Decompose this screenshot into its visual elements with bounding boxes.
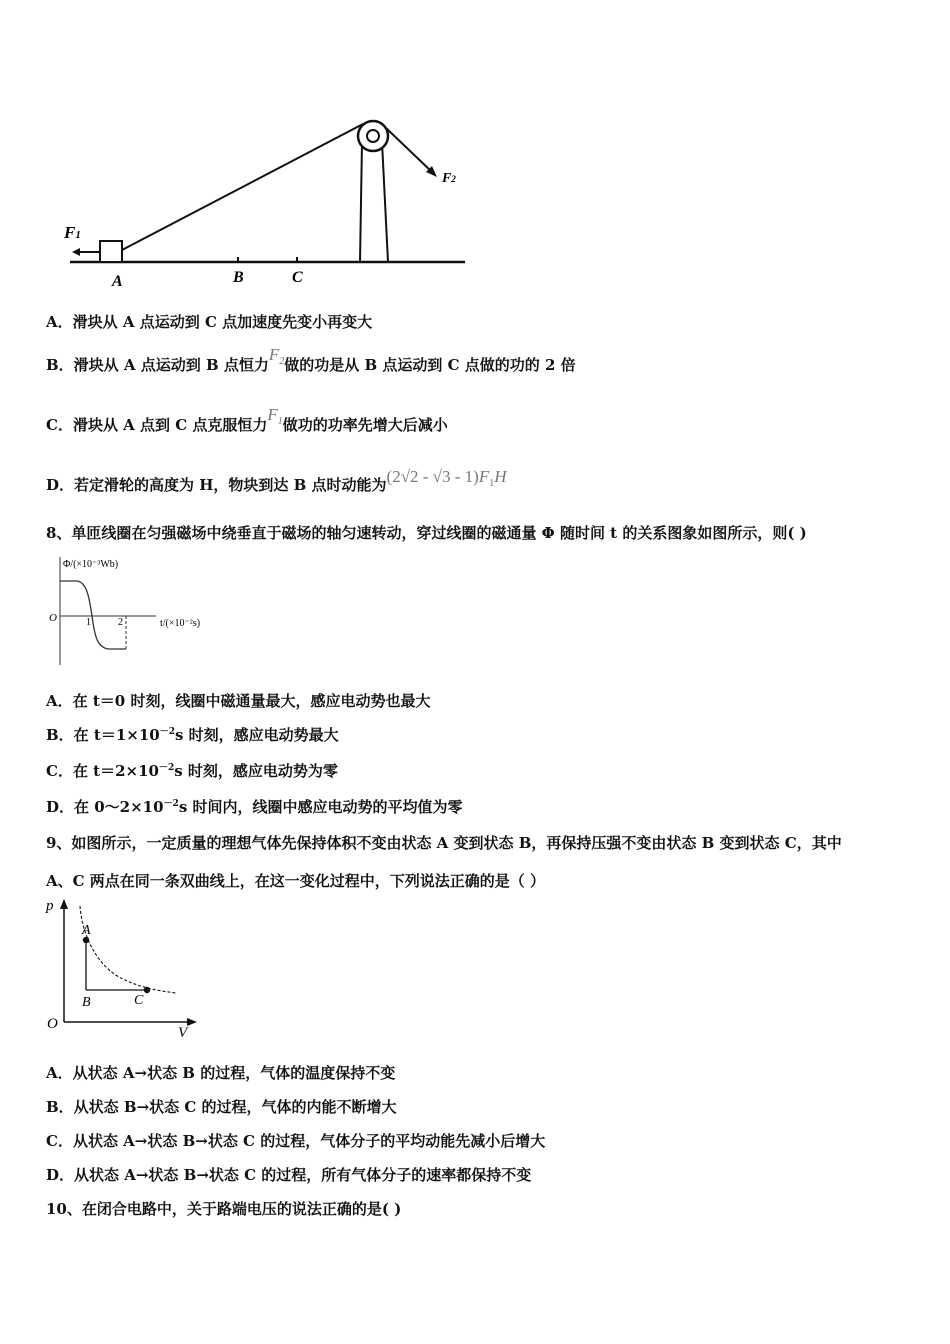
pv-b-label: B xyxy=(82,995,91,1010)
flux-x-label: t/(×10⁻²s) xyxy=(160,618,201,629)
pv-origin-label: O xyxy=(47,1016,58,1032)
f2-label: F xyxy=(442,171,452,186)
f1-label: F xyxy=(64,223,76,242)
f1-sub: 1 xyxy=(75,229,81,241)
pv-v-label: V xyxy=(178,1025,188,1039)
f2-rope xyxy=(386,128,432,172)
flux-y-label: Φ/(×10⁻³Wb) xyxy=(63,559,119,570)
pulley-axle xyxy=(367,130,379,142)
q9-stem-line-1: 9、如图所示，一定质量的理想气体先保持体积不变由状态 A 变到状态 B，再保持压强不变由状态 B 变到状态 C，其中 xyxy=(46,834,842,852)
pv-graph xyxy=(44,894,204,1039)
q7-c-force: $F_1$ xyxy=(267,405,283,427)
point-c-label: C xyxy=(292,269,303,286)
pv-v-arrow xyxy=(187,1018,197,1026)
pulley-figure xyxy=(60,110,480,295)
q9-option-c: C．从状态 A→状态 B→状态 C 的过程，气体分子的平均动能先减小后增大 xyxy=(46,1132,546,1150)
q7-d-formula: $(2√2 - √3 - 1)F_1H$ xyxy=(386,467,507,489)
pv-isotherm xyxy=(80,906,176,993)
q7-b-force: $F_2$ xyxy=(268,345,285,367)
flux-curve xyxy=(60,581,126,649)
flux-tick-1: 1 xyxy=(86,617,91,628)
rope xyxy=(122,124,363,250)
q8-option-d: D．在 $0\sim 2\times 10^{-2}s$ 时间内，线圈中感应电动势的平均值为零 xyxy=(46,798,463,816)
q10-stem: 10、在闭合电路中，关于路端电压的说法正确的是( ) xyxy=(46,1200,402,1218)
f2-sub: 2 xyxy=(451,174,456,184)
flux-graph xyxy=(46,553,226,669)
svg-text:F1 xyxy=(63,223,81,242)
post-left xyxy=(360,142,362,262)
q7-option-b: B．滑块从 A 点运动到 B 点恒力$F_2$做的功是从 B 点运动到 C 点做的功的 2 倍 xyxy=(46,345,576,374)
q7-option-a: A．滑块从 A 点运动到 C 点加速度先变小再变大 xyxy=(46,313,373,331)
f1-arrowhead xyxy=(72,248,80,256)
q9-option-b: B．从状态 B→状态 C 的过程，气体的内能不断增大 xyxy=(46,1098,397,1116)
post-right xyxy=(382,142,388,262)
pv-p-label: p xyxy=(46,898,54,914)
q8-option-a: A．在 t＝0 时刻，线圈中磁通量最大，感应电动势也最大 xyxy=(46,692,431,710)
q9-stem-line-2: A、C 两点在同一条双曲线上，在这一变化过程中，下列说法正确的是（ ） xyxy=(46,872,546,890)
q7-option-c: C．滑块从 A 点到 C 点克服恒力$F_1$做功的功率先增大后减小 xyxy=(46,405,448,434)
svg-text:F2 xyxy=(441,171,456,186)
q9-option-d: D．从状态 A→状态 B→状态 C 的过程，所有气体分子的速率都保持不变 xyxy=(46,1166,532,1184)
pv-c-label: C xyxy=(134,993,144,1008)
flux-origin: O xyxy=(49,612,57,624)
q9-option-a: A．从状态 A→状态 B 的过程，气体的温度保持不变 xyxy=(46,1064,396,1082)
q8-option-c: C．在 $t=2\times 10^{-2}s$ 时刻，感应电动势为零 xyxy=(46,762,338,780)
q7-option-d: D．若定滑轮的高度为 H，物块到达 B 点时动能为$(2√2 - √3 - 1)F_1H$ xyxy=(46,467,507,494)
q8-stem: 8、单匝线圈在匀强磁场中绕垂直于磁场的轴匀速转动，穿过线圈的磁通量 Φ 随时间 t 的关系图象如图所示，则( ) xyxy=(46,524,807,542)
point-a-label: A xyxy=(112,273,123,290)
flux-tick-2: 2 xyxy=(118,617,123,628)
pv-p-arrow xyxy=(60,899,68,909)
pv-a-label: A xyxy=(82,923,91,938)
q8-option-b: B．在 $t=1\times 10^{-2}s$ 时刻，感应电动势最大 xyxy=(46,726,339,744)
point-b-label: B xyxy=(233,269,244,286)
pv-point-c xyxy=(144,987,150,993)
slider-block xyxy=(100,241,122,262)
